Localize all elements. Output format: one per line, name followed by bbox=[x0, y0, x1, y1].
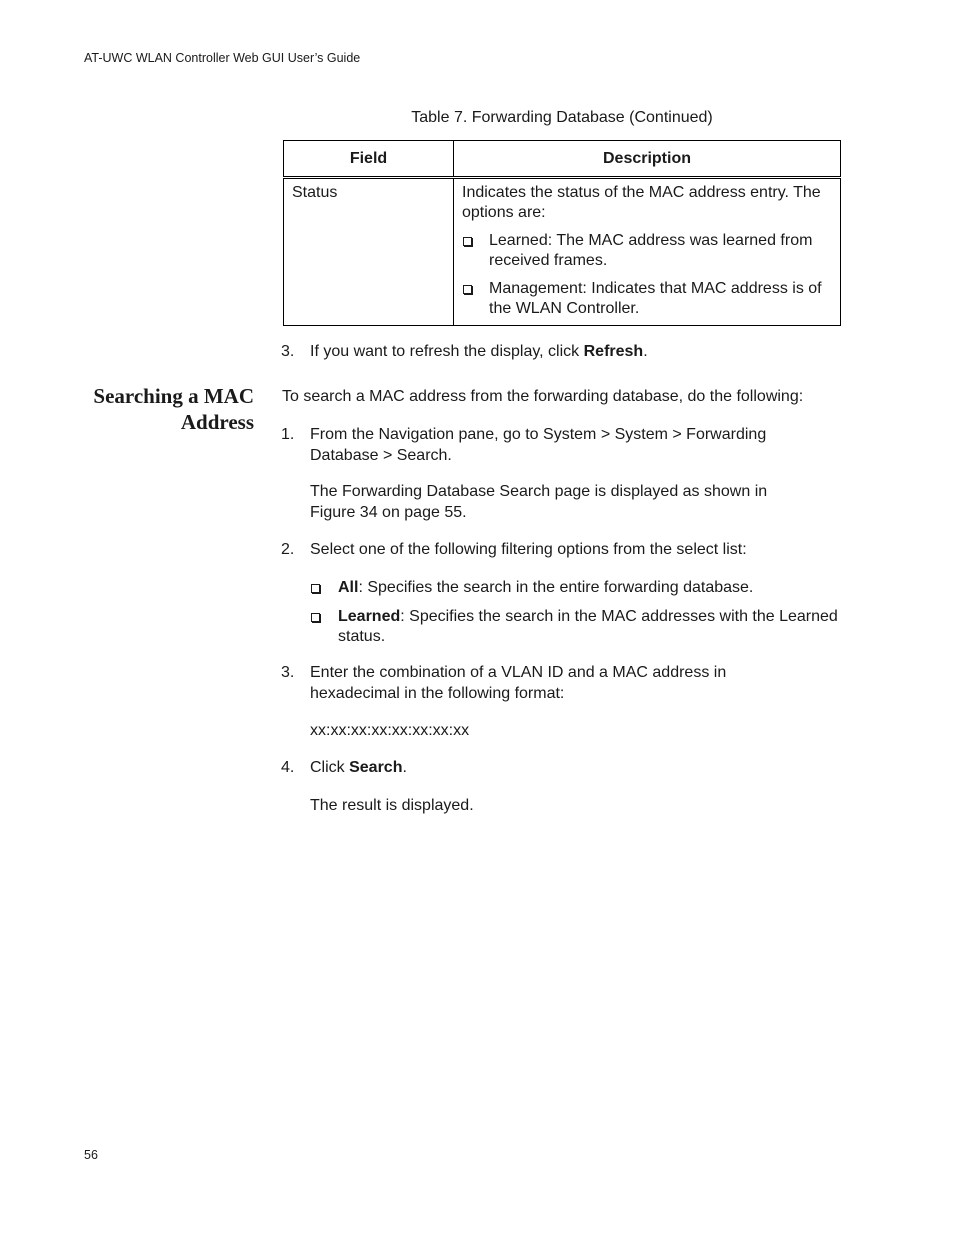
status-options-list bbox=[462, 231, 832, 319]
checkbox-bullet-icon bbox=[311, 584, 320, 593]
page-number: 56 bbox=[84, 1148, 98, 1162]
step-3-text: Enter the combination of a VLAN ID and a MAC address in hexadecimal in the following format: bbox=[310, 664, 727, 702]
step-2-text: Select one of the following filtering options from the select list: bbox=[310, 541, 747, 558]
checkbox-bullet-icon bbox=[463, 237, 472, 246]
refresh-label: Refresh bbox=[583, 343, 644, 360]
section-heading: Searching a MAC Address bbox=[93, 384, 254, 434]
list-item: Learned: Specifies the search in the MAC addresses with the Learned status. bbox=[310, 607, 840, 648]
step-number: 3. bbox=[281, 664, 295, 681]
table-row bbox=[284, 178, 841, 326]
running-header: AT-UWC WLAN Controller Web GUI User’s Guide bbox=[84, 51, 361, 65]
search-label: Search bbox=[349, 759, 403, 776]
table-caption: Table 7. Forwarding Database (Continued) bbox=[411, 109, 713, 126]
step-number: 4. bbox=[281, 759, 295, 776]
list-item bbox=[489, 279, 832, 319]
checkbox-bullet-icon bbox=[463, 285, 472, 294]
step-number: 2. bbox=[281, 541, 295, 558]
step-4-text: Click Search. bbox=[310, 759, 407, 776]
mac-format: xx:xx:xx:xx:xx:xx:xx:xx bbox=[310, 722, 470, 739]
cell-field: Status bbox=[284, 178, 454, 326]
list-item bbox=[489, 231, 832, 271]
section-intro: To search a MAC address from the forwarding database, do the following: bbox=[282, 388, 804, 405]
step-number: 3. bbox=[281, 343, 295, 360]
step-number: 1. bbox=[281, 426, 295, 443]
step-1-text: From the Navigation pane, go to System > System > Forwarding Database > Search. bbox=[310, 426, 767, 464]
option-text: Management: Indicates that MAC address is of the WLAN Controller. bbox=[489, 280, 822, 317]
column-header-field: Field bbox=[284, 141, 454, 178]
checkbox-bullet-icon bbox=[311, 613, 320, 622]
cell-description bbox=[454, 178, 841, 326]
table-header-row bbox=[284, 141, 841, 178]
refresh-step: If you want to refresh the display, click Refresh. bbox=[310, 343, 648, 360]
description-text: Indicates the status of the MAC address entry. The options are: bbox=[462, 184, 821, 221]
step-4-note: The result is displayed. bbox=[310, 797, 474, 814]
forwarding-database-table bbox=[283, 140, 841, 326]
list-item: All: Specifies the search in the entire forwarding database. bbox=[310, 578, 840, 599]
step-1-note: The Forwarding Database Search page is displayed as shown in Figure 34 on page 55. bbox=[310, 483, 768, 521]
option-text: Learned: The MAC address was learned from received frames. bbox=[489, 232, 813, 269]
column-header-description: Description bbox=[454, 141, 841, 178]
filter-options-list bbox=[310, 578, 840, 656]
